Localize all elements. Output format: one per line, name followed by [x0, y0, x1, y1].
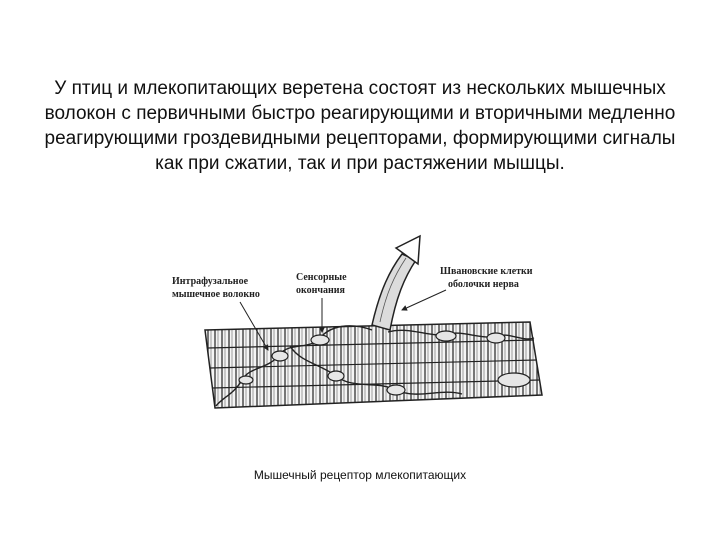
label-intrafusal-fiber-line1: Интрафузальное [172, 276, 249, 287]
label-intrafusal-fiber-line2: мышечное волокно [172, 289, 260, 300]
slide-description: У птиц и млекопитающих веретена состоят из нескольких мышечных волокон с первичными быстро реагирующими и вторичными медленно реагирующими гроздевидными рецепторами, формирующими сигналы как при сжатии, так и при растяжении мышцы. [44, 78, 676, 174]
label-sensory-endings-line2: окончания [296, 285, 345, 296]
label-schwann-cells-line2: оболочки нерва [448, 279, 519, 290]
label-schwann-cells-line1: Швановские клетки [440, 266, 533, 277]
schwann-pointer [402, 290, 446, 310]
label-sensory-endings-line1: Сенсорные [296, 272, 347, 283]
figure-caption: Мышечный рецептор млекопитающих [253, 468, 467, 482]
nerve-trunk [372, 236, 420, 330]
muscle-receptor-diagram [150, 230, 570, 450]
